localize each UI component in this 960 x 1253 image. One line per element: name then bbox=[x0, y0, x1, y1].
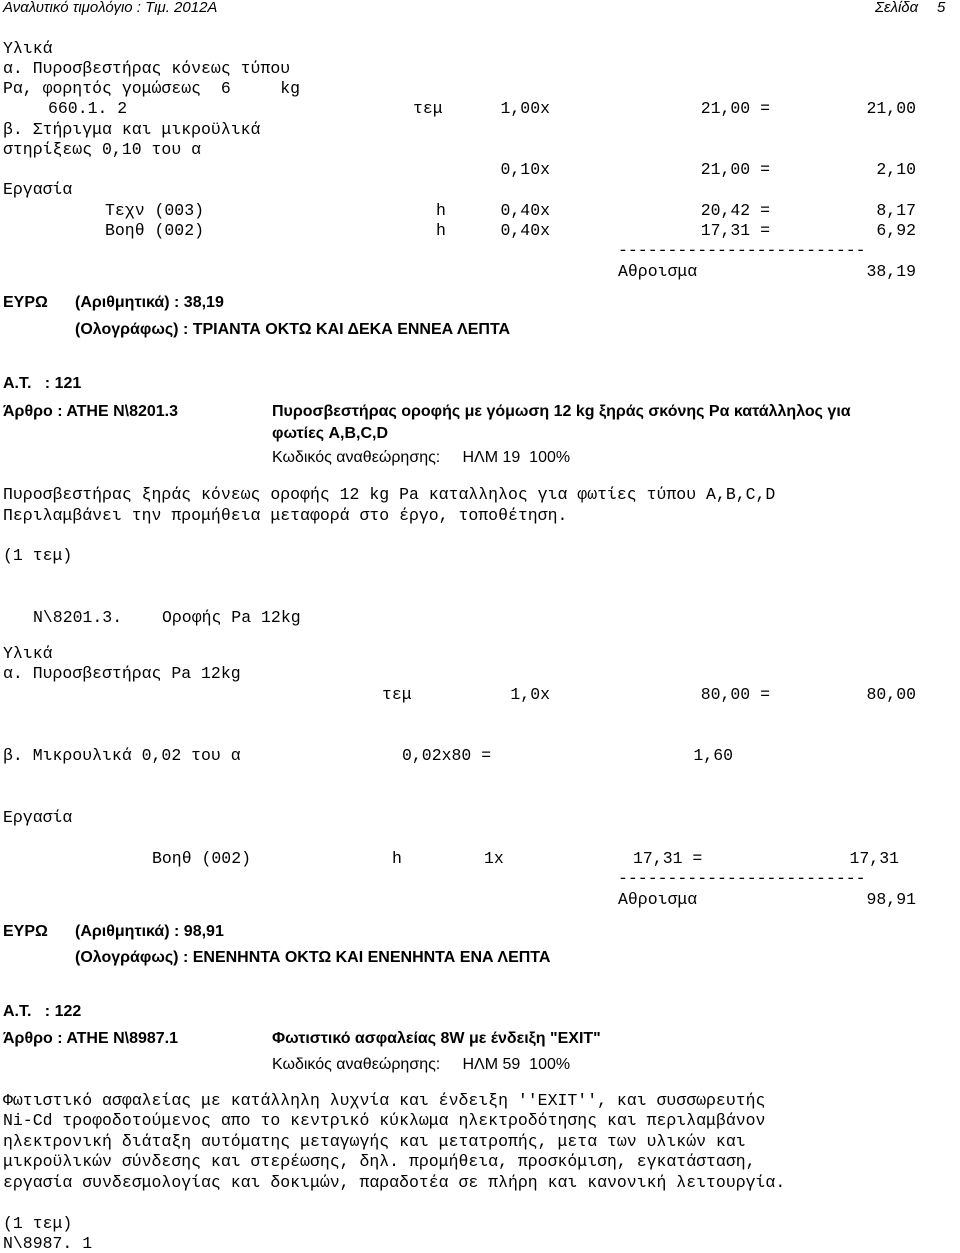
labor-helper-total: 17,31 bbox=[849, 849, 899, 868]
material-a-code: 660.1. 2 bbox=[48, 99, 128, 118]
labor-tech-total: 8,17 bbox=[876, 201, 916, 220]
article-code: Άρθρο : ΑΤΗΕ Ν\8201.3 bbox=[3, 403, 179, 420]
labor-helper-qty: 0,40x bbox=[500, 221, 550, 240]
labor-helper-label: Βοηθ (002) bbox=[152, 849, 252, 868]
labor-helper-price: 17,31 = bbox=[700, 221, 770, 240]
description-line2: Περιλαμβάνει την προμήθεια μεταφορά στο έργο, τοποθέτηση. bbox=[3, 506, 568, 525]
analysis-code: Ν\8987. 1 bbox=[3, 1234, 93, 1253]
material-b-price: 21,00 = bbox=[700, 160, 770, 179]
material-a-line2: Ρα, φορητός γομώσεως 6 kg bbox=[3, 79, 301, 98]
material-a-qty: 1,0x bbox=[510, 685, 550, 704]
description-line3: ηλεκτρονική διάταξη αυτόματης μεταγωγής και μετατροπής, μετα των υλικών και bbox=[3, 1132, 746, 1151]
material-b-line2: στηρίξεως 0,10 του α bbox=[3, 140, 202, 159]
labor-heading: Εργασία bbox=[3, 180, 73, 199]
material-a-unit: τεμ bbox=[382, 685, 412, 704]
article-title-line2: φωτίες A,B,C,D bbox=[272, 425, 389, 442]
material-b-calc: 0,02x80 = bbox=[402, 746, 492, 765]
description-line1: Πυροσβεστήρας ξηράς κόνεως οροφής 12 kg Pa καταλληλος για φωτίες τύπου A,B,C,D bbox=[3, 485, 776, 504]
material-b-qty: 0,10x bbox=[500, 160, 550, 179]
sum-label: Αθροισμα bbox=[618, 890, 698, 909]
sum-divider: ------------------------- bbox=[618, 241, 866, 260]
labor-helper-qty: 1x bbox=[484, 849, 504, 868]
labor-tech-unit: h bbox=[436, 201, 446, 220]
page-number: 5 bbox=[937, 0, 946, 16]
material-b-total: 1,60 bbox=[693, 746, 733, 765]
material-a-line1: α. Πυροσβεστήρας κόνεως τύπου bbox=[3, 59, 291, 78]
material-b-line1: β. Στήριγμα και μικροϋλικά bbox=[3, 120, 261, 139]
euro-label: ΕΥΡΩ bbox=[3, 294, 48, 311]
material-a-price: 21,00 = bbox=[700, 99, 770, 118]
euro-label: ΕΥΡΩ bbox=[3, 923, 48, 940]
description-line1: Φωτιστικό ασφαλείας με κατάλληλη λυχνία και ένδειξη ''EXIT'', και συσσωρευτής bbox=[3, 1091, 766, 1110]
materials-heading: Υλικά bbox=[3, 644, 53, 663]
document-title: Αναλυτικό τιμολόγιο : Τιμ. 2012Α bbox=[3, 0, 218, 16]
materials-heading: Υλικά bbox=[3, 39, 53, 58]
revision-code: Κωδικός αναθεώρησης: ΗΛΜ 19 100% bbox=[272, 449, 571, 466]
article-title-line1: Πυροσβεστήρας οροφής με γόμωση 12 kg ξηράς σκόνης Ρα κατάλληλος για bbox=[272, 403, 851, 420]
article-code: Άρθρο : ΑΤΗΕ Ν\8987.1 bbox=[3, 1030, 179, 1047]
material-a-total: 21,00 bbox=[866, 99, 916, 118]
item-number: Α.Τ. : 121 bbox=[3, 375, 82, 392]
sum-value: 38,19 bbox=[866, 262, 916, 281]
labor-helper-price: 17,31 = bbox=[633, 849, 703, 868]
labor-tech-label: Τεχν (003) bbox=[105, 201, 205, 220]
item-number: Α.Τ. : 122 bbox=[3, 1003, 82, 1020]
labor-helper-unit: h bbox=[392, 849, 402, 868]
article-title: Φωτιστικό ασφαλείας 8W με ένδειξη "EXIT" bbox=[272, 1030, 601, 1047]
labor-helper-unit: h bbox=[436, 221, 446, 240]
material-a-price: 80,00 = bbox=[700, 685, 770, 704]
labor-tech-qty: 0,40x bbox=[500, 201, 550, 220]
labor-helper-total: 6,92 bbox=[876, 221, 916, 240]
page-label: Σελίδα bbox=[875, 0, 919, 16]
unit-of-measure: (1 τεμ) bbox=[3, 546, 73, 565]
material-a-qty: 1,00x bbox=[500, 99, 550, 118]
amount-words: (Ολογράφως) : ΤΡΙΑΝΤΑ ΟΚΤΩ ΚΑΙ ΔΕΚΑ ΕΝΝΕΑ ΛΕΠΤΑ bbox=[75, 321, 511, 338]
amount-words: (Ολογράφως) : ΕΝΕΝΗΝΤΑ ΟΚΤΩ ΚΑΙ ΕΝΕΝΗΝΤΑ ΕΝΑ ΛΕΠΤΑ bbox=[75, 949, 551, 966]
sum-value: 98,91 bbox=[866, 890, 916, 909]
description-line2: Ni-Cd τροφοδοτούμενος απο το κεντρικό κύκλωμα ηλεκτροδότησης και περιλαμβάνον bbox=[3, 1111, 766, 1130]
unit-of-measure: (1 τεμ) bbox=[3, 1214, 73, 1233]
labor-helper-label: Βοηθ (002) bbox=[105, 221, 205, 240]
material-a-unit: τεμ bbox=[413, 99, 443, 118]
sum-divider: ------------------------- bbox=[618, 869, 866, 888]
analysis-code: Ν\8201.3. bbox=[33, 608, 123, 627]
labor-tech-price: 20,42 = bbox=[700, 201, 770, 220]
sum-label: Αθροισμα bbox=[618, 262, 698, 281]
material-a-line: α. Πυροσβεστήρας Pa 12kg bbox=[3, 664, 241, 683]
labor-heading: Εργασία bbox=[3, 808, 73, 827]
material-b-total: 2,10 bbox=[876, 160, 916, 179]
description-line5: εργασία συνδεσμολογίας και δοκιμών, παραδοτέα σε πλήρη και κανονική λειτουργία. bbox=[3, 1173, 786, 1192]
material-a-total: 80,00 bbox=[866, 685, 916, 704]
amount-numeric: (Αριθμητικά) : 98,91 bbox=[75, 923, 224, 940]
amount-numeric: (Αριθμητικά) : 38,19 bbox=[75, 294, 224, 311]
analysis-description: Οροφής Pa 12kg bbox=[162, 608, 301, 627]
material-b-line: β. Μικρουλικά 0,02 του α bbox=[3, 746, 241, 765]
description-line4: μικροϋλικών σύνδεσης και στερέωσης, δηλ. προμήθεια, προσκόμιση, εγκατάσταση, bbox=[3, 1152, 756, 1171]
revision-code: Κωδικός αναθεώρησης: ΗΛΜ 59 100% bbox=[272, 1056, 571, 1073]
